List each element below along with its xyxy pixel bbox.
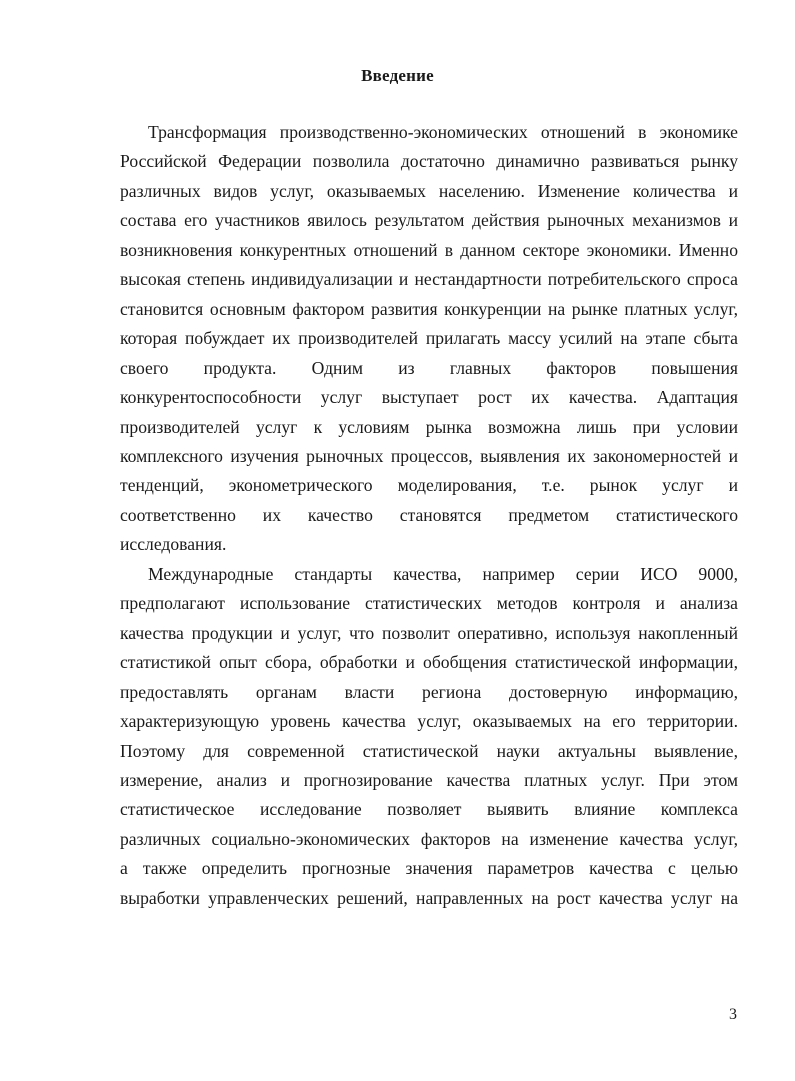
text-line: конкурентоспособности услуг выступает рост их качества. Адаптация [120, 387, 738, 408]
text-line: Российской Федерации позволила достаточно динамично развиваться рынку [120, 151, 738, 172]
body-text [120, 118, 738, 913]
paragraph-2 [120, 560, 738, 913]
text-line: состава его участников явилось результатом действия рыночных механизмов и [120, 210, 738, 231]
text-line: Международные стандарты качества, например серии ИСО 9000, [148, 563, 738, 584]
text-line: характеризующую уровень качества услуг, оказываемых на его территории. [120, 711, 738, 732]
text-line: различных видов услуг, оказываемых населению. Изменение количества и [120, 180, 738, 201]
text-line: Трансформация производственно-экономических отношений в экономике [148, 122, 738, 142]
text-line: выработки управленческих решений, направленных на рост качества услуг на [120, 887, 738, 908]
paragraph-1 [120, 118, 738, 560]
text-line: статистическое исследование позволяет выявить влияние комплекса [120, 799, 738, 820]
text-line: Поэтому для современной статистической науки актуальны выявление, [120, 740, 738, 761]
text-line: предполагают использование статистических методов контроля и анализа [120, 593, 738, 614]
text-line: статистикой опыт сбора, обработки и обобщения статистической информации, [120, 652, 738, 673]
text-line: своего продукта. Одним из главных факторов повышения [120, 357, 738, 378]
text-line: а также определить прогнозные значения параметров качества с целью [120, 858, 738, 879]
text-line: тенденций, эконометрического моделирования, т.е. рынок услуг и [120, 475, 738, 496]
text-line: различных социально-экономических факторов на изменение качества услуг, [120, 828, 738, 849]
text-line: возникновения конкурентных отношений в данном секторе экономики. Именно [120, 239, 738, 260]
page-number: 3 [729, 1006, 737, 1023]
text-line: становится основным фактором развития конкуренции на рынке платных услуг, [120, 298, 738, 319]
text-line: соответственно их качество становятся предметом статистического [120, 504, 738, 525]
text-line: комплексного изучения рыночных процессов, выявления их закономерностей и [120, 445, 738, 466]
text-line: предоставлять органам власти региона достоверную информацию, [120, 681, 738, 702]
text-line: высокая степень индивидуализации и нестандартности потребительского спроса [120, 269, 738, 290]
text-line: производителей услуг к условиям рынка возможна лишь при условии [120, 416, 738, 437]
text-line: которая побуждает их производителей прилагать массу усилий на этапе сбыта [120, 328, 738, 349]
text-line: измерение, анализ и прогнозирование качества платных услуг. При этом [120, 769, 738, 790]
text-line: исследования. [120, 534, 227, 555]
text-line: качества продукции и услуг, что позволит оперативно, используя накопленный [120, 622, 738, 643]
page-title: Введение [361, 66, 434, 85]
